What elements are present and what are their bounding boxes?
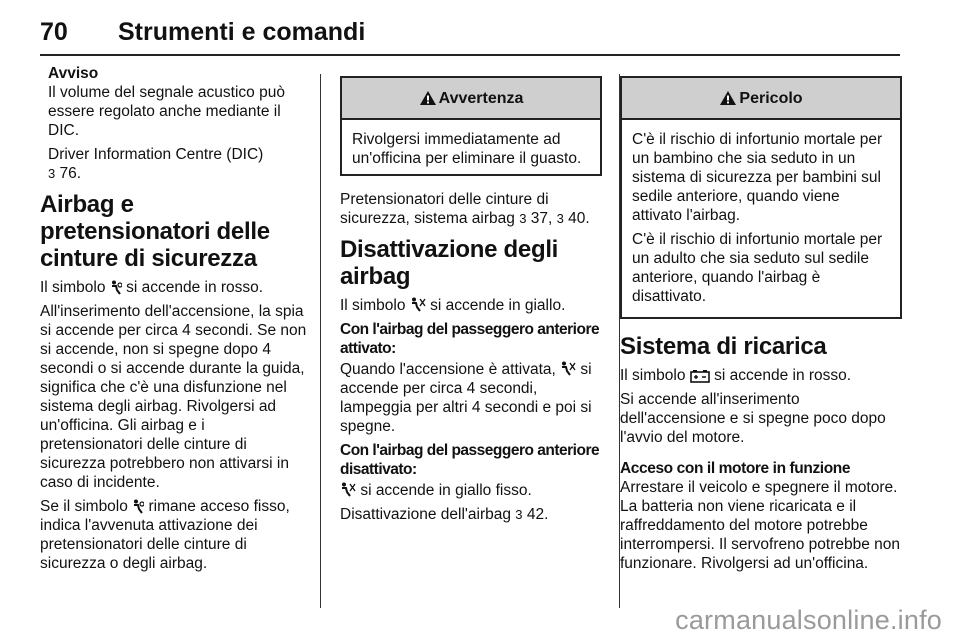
warning-triangle-icon: [419, 90, 437, 106]
danger-text: C'è il rischio di infortunio mortale per un adulto che sia seduto sul sedile anteriore, quando l'airbag è disattivato.: [632, 231, 883, 305]
section-heading-airbag: Airbag e pretensionatori delle cinture di sicurezza: [40, 191, 270, 272]
warning-title: Avvertenza: [438, 89, 524, 107]
paragraph: [340, 481, 602, 500]
column-middle: [340, 64, 602, 529]
airbag-warning-icon: [132, 499, 144, 514]
paragraph: [40, 278, 308, 297]
airbag-off-icon: [560, 361, 576, 377]
text: si accende in giallo.: [430, 297, 566, 314]
warning-box: [340, 76, 602, 176]
page-ref[interactable]: 40.: [568, 210, 590, 227]
notice-block: [48, 64, 308, 183]
danger-box: [620, 76, 902, 319]
page-ref[interactable]: 42.: [526, 506, 549, 523]
text: si accende in giallo fisso.: [360, 482, 532, 499]
paragraph: All'inserimento dell'accensione, la spia si accende per circa 4 secondi. Se non si accende, non si spegne dopo 4 secondi o si accende durante la guida, significa che c'è una disfunzione nel sistema degli airbag. Rivolgersi ad un'officina. Gli airbag e i pretensionatori delle cinture di sicurezza potrebbero non attivarsi in caso di incidente.: [40, 303, 307, 491]
paragraph: [340, 505, 602, 524]
text: Il simbolo: [340, 297, 406, 314]
danger-box-header: [622, 78, 900, 120]
text: Il simbolo: [620, 367, 686, 384]
paragraph: Si accende all'inserimento dell'accensione e si spegne poco dopo l'avvio del motore.: [620, 391, 886, 446]
subheading: Con l'airbag del passeggero anteriore disattivato:: [340, 442, 600, 478]
text: si accende in rosso.: [714, 367, 852, 384]
page-header: [40, 18, 900, 56]
text: rimane acceso fisso, indica l'avvenuta attivazione dei pretensionatori delle cinture di sicurezza o degli airbag.: [40, 498, 290, 572]
section-heading-airbag-deactivation: Disattivazione degli airbag: [340, 236, 559, 290]
paragraph: [40, 497, 308, 573]
text: Pretensionatori delle cinture di sicurezza, sistema airbag: [340, 191, 549, 227]
subheading: Con l'airbag del passeggero anteriore attivato:: [340, 321, 600, 357]
danger-body: [622, 120, 900, 317]
paragraph: [340, 296, 602, 315]
notice-title: Avviso: [48, 65, 99, 82]
paragraph: [340, 360, 602, 436]
page-ref-arrow-icon: 3: [519, 211, 527, 226]
section-heading-charging-system: Sistema di ricarica: [620, 333, 827, 360]
watermark: carmanualsonline.info: [675, 605, 942, 635]
notice-ref: [48, 145, 308, 183]
page-ref-arrow-icon: 3: [515, 507, 523, 522]
page-title: Strumenti e comandi: [118, 18, 366, 46]
notice-ref-text: Driver Information Centre (DIC): [48, 146, 264, 163]
notice-text: Il volume del segnale acustico può essere regolato anche mediante il DIC.: [48, 84, 285, 139]
text: Il simbolo: [40, 279, 106, 296]
column-left: [40, 64, 308, 578]
text: si accende in rosso.: [126, 279, 264, 296]
warning-box-header: [342, 78, 600, 120]
text: si accende per circa 4 secondi, lampeggia per altri 4 secondi e poi si spegne.: [340, 361, 592, 435]
danger-text: C'è il rischio di infortunio mortale per un bambino che sia seduto in un sistema di sicurezza per bambini sul sedile anteriore, quando viene attivato l'airbag.: [632, 131, 883, 224]
notice-ref-page[interactable]: 76.: [59, 165, 82, 182]
airbag-off-icon: [340, 482, 356, 498]
warning-triangle-icon: [719, 90, 737, 106]
page-ref-arrow-icon: 3: [48, 166, 56, 181]
subheading: Acceso con il motore in funzione: [620, 460, 851, 477]
text: Quando l'accensione è attivata,: [340, 361, 556, 378]
text: Disattivazione dell'airbag: [340, 506, 511, 523]
battery-icon: [690, 369, 710, 383]
column-right: [620, 64, 902, 578]
paragraph: Arrestare il veicolo e spegnere il motore. La batteria non viene ricaricata e il raffreddamento del motore potrebbe interrompersi. Il servofreno potrebbe non funzionare. Rivolgersi ad un'officina.: [620, 479, 901, 572]
warning-text: Rivolgersi immediatamente ad un'officina per eliminare il guasto.: [352, 131, 582, 167]
text: Se il simbolo: [40, 498, 128, 515]
page-number: 70: [40, 18, 68, 46]
airbag-off-icon: [410, 297, 426, 313]
column-divider: [320, 74, 321, 608]
danger-title: Pericolo: [739, 89, 803, 107]
page-ref-arrow-icon: 3: [556, 211, 564, 226]
page-ref[interactable]: 37,: [530, 210, 553, 227]
airbag-warning-icon: [110, 280, 122, 295]
paragraph: [340, 190, 602, 228]
paragraph: [620, 366, 902, 385]
